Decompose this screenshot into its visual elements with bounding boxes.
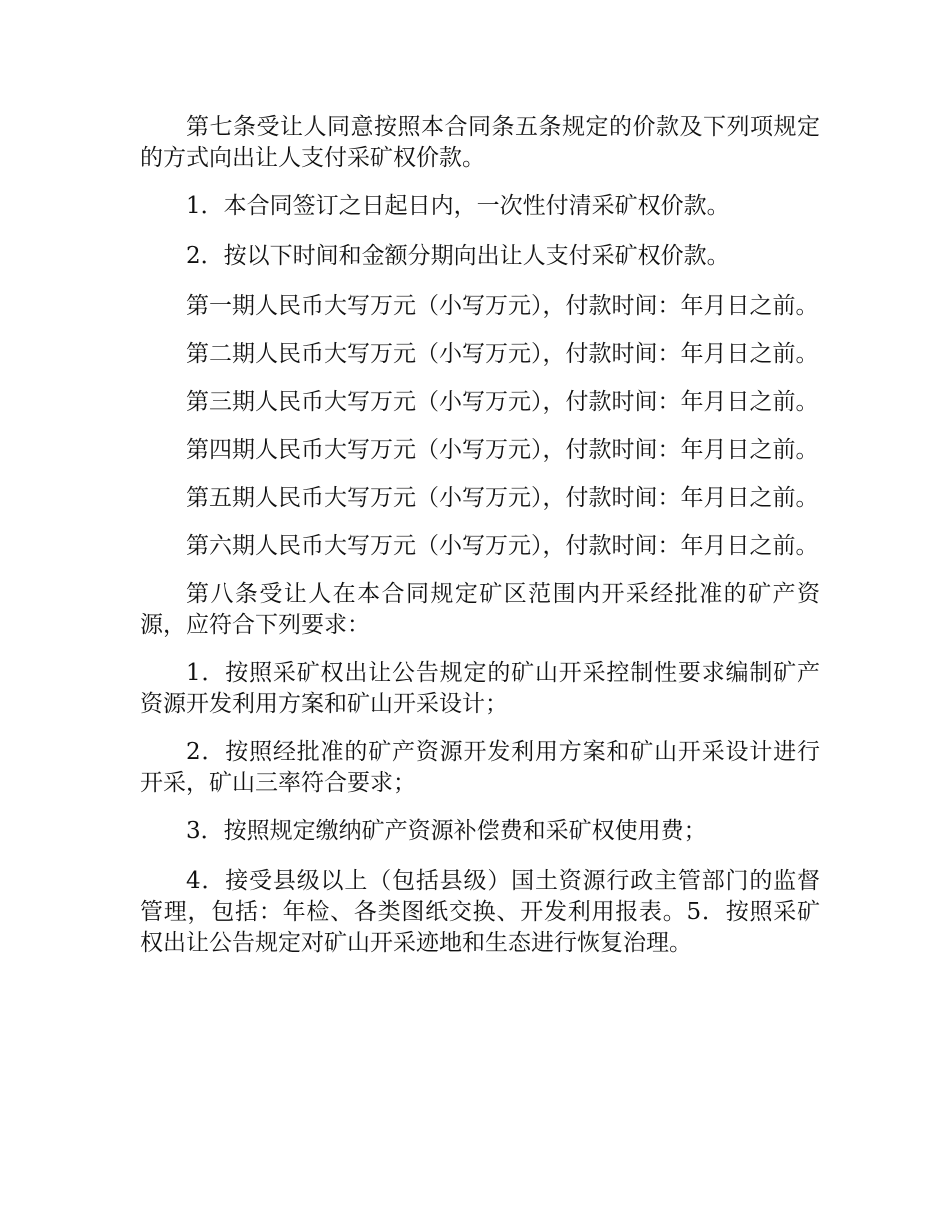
installment-5: 第五期人民币大写万元（小写万元），付款时间：年月日之前。	[186, 485, 819, 511]
clause-8-2: 2．按照经批准的矿产资源开发利用方案和矿山开采设计进行开采，矿山三率符合要求；	[140, 739, 820, 796]
article-7: 第七条受让人同意按照本合同条五条规定的价款及下列项规定的方式向出让人支付采矿权价款。	[140, 114, 820, 171]
clause-7-2: 2．按以下时间和金额分期向出让人支付采矿权价款。	[186, 243, 730, 269]
installment-1: 第一期人民币大写万元（小写万元），付款时间：年月日之前。	[186, 293, 819, 319]
clause-7-1: 1．本合同签订之日起日内，一次性付清采矿权价款。	[186, 193, 730, 219]
document-body	[140, 112, 820, 976]
installment-4: 第四期人民币大写万元（小写万元），付款时间：年月日之前。	[186, 437, 819, 463]
article-8: 第八条受让人在本合同规定矿区范围内开采经批准的矿产资源，应符合下列要求：	[140, 581, 820, 638]
clause-8-1: 1．按照采矿权出让公告规定的矿山开采控制性要求编制矿产资源开发利用方案和矿山开采设计；	[140, 660, 820, 717]
installment-6: 第六期人民币大写万元（小写万元），付款时间：年月日之前。	[186, 533, 819, 559]
installment-2: 第二期人民币大写万元（小写万元），付款时间：年月日之前。	[186, 341, 819, 367]
clause-8-4-5: 4．接受县级以上（包括县级）国土资源行政主管部门的监督管理，包括：年检、各类图纸交换、开发利用报表。5．按照采矿权出让公告规定对矿山开采迹地和生态进行恢复治理。	[140, 868, 820, 956]
clause-8-3: 3．按照规定缴纳矿产资源补偿费和采矿权使用费；	[186, 818, 707, 844]
installment-3: 第三期人民币大写万元（小写万元），付款时间：年月日之前。	[186, 389, 819, 415]
